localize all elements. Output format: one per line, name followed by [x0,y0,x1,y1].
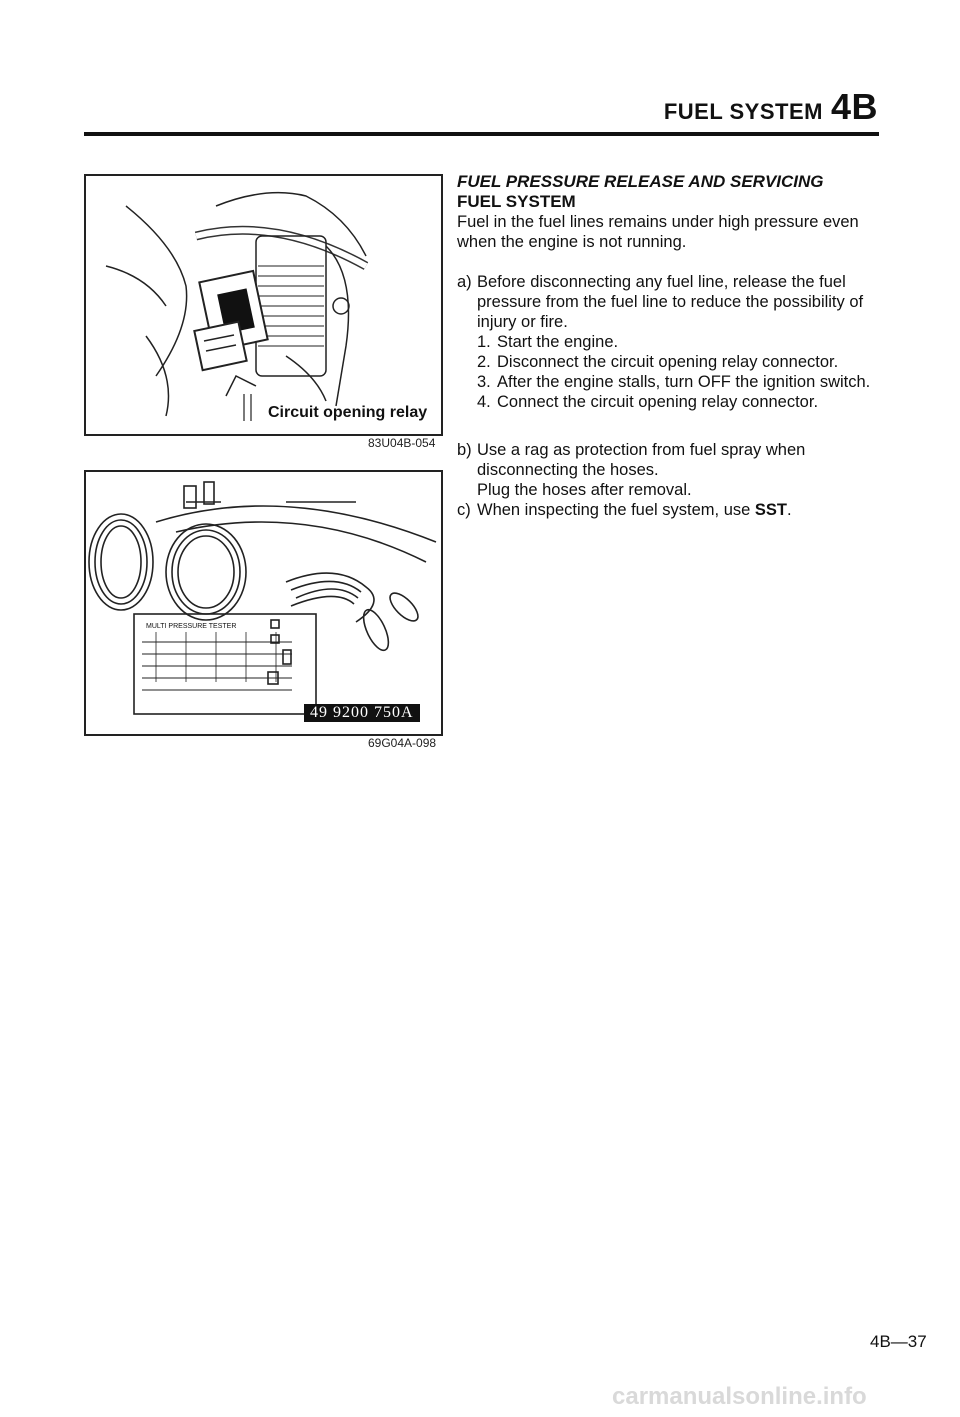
item-b-text2: Plug the hoses after removal. [477,481,692,499]
relay-illustration [86,176,441,434]
item-text [477,440,887,500]
item-text: Before disconnecting any fuel line, release the fuel pressure from the fuel line to reduce the possibility of injury or fire. [477,273,864,331]
section-number: 4B [830,86,878,127]
step-text: Disconnect the circuit opening relay connector. [497,353,839,371]
list-item-c [457,500,887,520]
list-item-a [457,272,887,332]
step-item [477,352,887,372]
step-item [477,372,887,392]
figure-code: 83U04B-054 [368,436,436,450]
footer-watermark: carmanualsonline.info [612,1383,867,1410]
item-text [477,500,792,520]
relay-label: Circuit opening relay [268,404,428,421]
figure-pressure-tester [84,470,443,736]
section-header [664,86,878,128]
item-label: a) [457,273,472,291]
item-label: b) [457,441,472,459]
tester-panel-text: MULTI PRESSURE TESTER [146,623,237,630]
tester-illustration [86,472,441,734]
step-text: Connect the circuit opening relay connector. [497,393,819,411]
page-number: 4B—37 [870,1332,927,1351]
step-label: 3. [477,373,491,391]
item-c-end: . [786,501,792,519]
step-label: 1. [477,333,491,351]
step-item [477,392,887,412]
step-item [477,332,887,352]
item-label: c) [457,501,471,519]
sst-emphasis: SST [754,501,787,519]
section-title: FUEL SYSTEM [663,99,823,124]
step-label: 4. [477,393,491,411]
header-rule [84,132,879,136]
item-c-text: When inspecting the fuel system, use [477,501,755,519]
step-text: Start the engine. [497,333,619,351]
figure-circuit-opening-relay [84,174,443,436]
sst-number-label: 49 9200 750A [304,704,420,722]
heading-pressure-release: FUEL PRESSURE RELEASE AND SERVICING [457,172,824,191]
figure-code: 69G04A-098 [368,736,437,750]
item-b-text: Use a rag as protection from fuel spray when disconnecting the hoses. [477,441,806,479]
intro-paragraph: Fuel in the fuel lines remains under high pressure even when the engine is not running. [457,213,859,251]
list-item-b [457,440,887,500]
step-label: 2. [477,353,491,371]
heading-fuel-system: FUEL SYSTEM [457,192,576,211]
content-column [457,172,887,520]
step-text: After the engine stalls, turn OFF the ignition switch. [497,373,871,391]
